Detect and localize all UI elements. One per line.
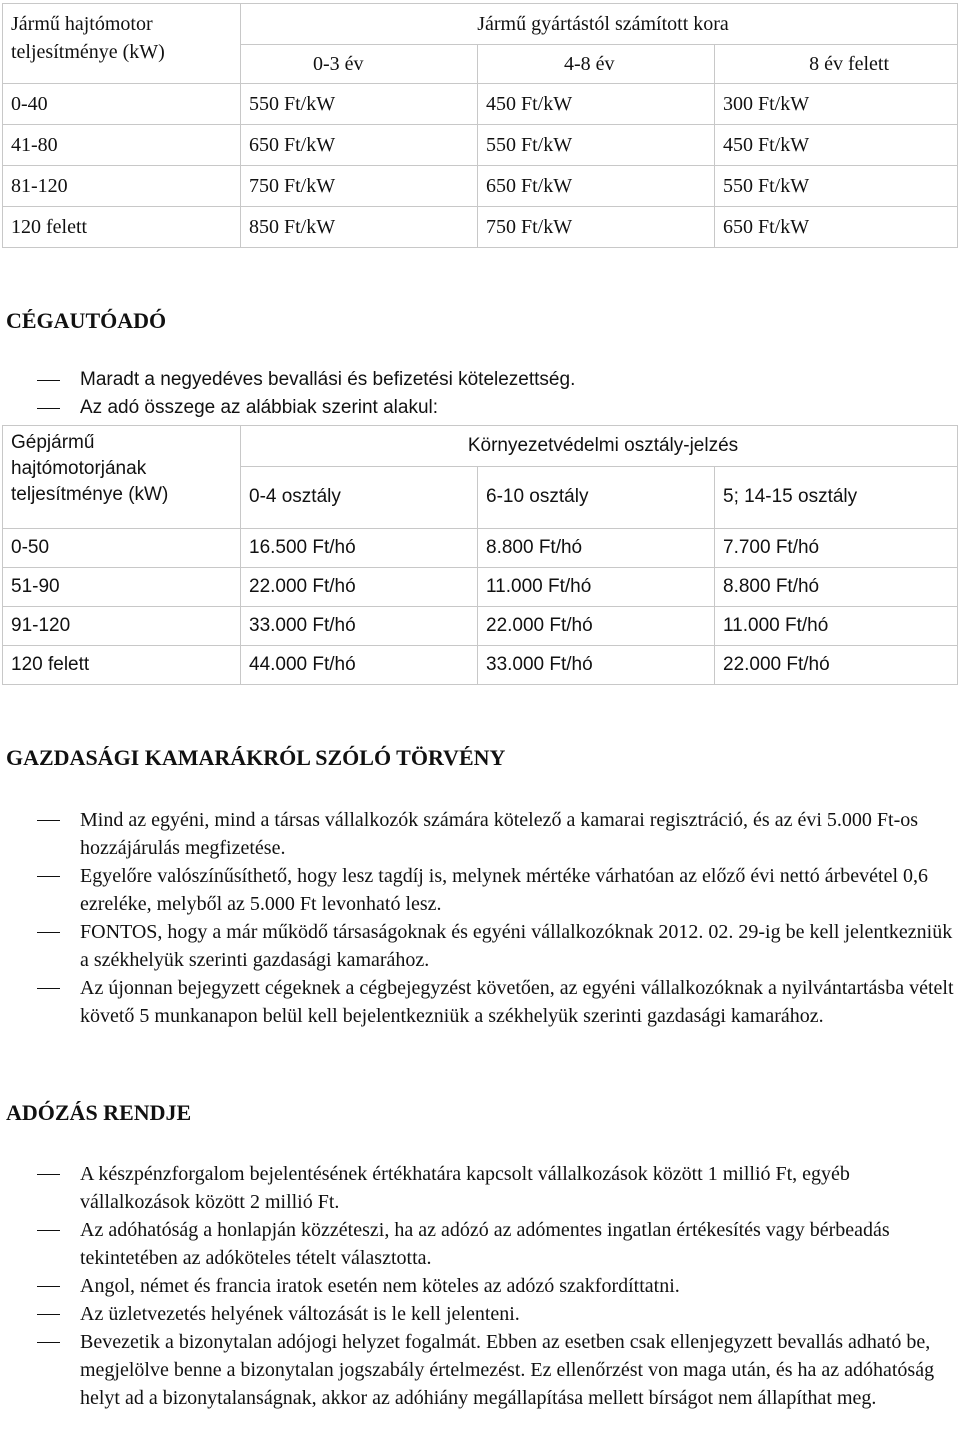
list-item-text: FONTOS, hogy a már működő társaságoknak és egyéni vállalkozóknak 2012. 02. 29-ig be kell jelentkezniük a székhelyük szerinti gazdasági kamarához. bbox=[80, 921, 953, 971]
list-item-text: Bevezetik a bizonytalan adójogi helyzet fogalmát. Ebben az esetben csak ellenjegyzett bevallás adható be, megjelölve benne a bizonytalan jogszabály értelmezést. Ez ellenőrzést von maga után, és ha az adóhatóság helyt ad a bizonytalanságnak, akkor az adóhiány megállapítása mellett bírságot nem állapíthat meg. bbox=[80, 1331, 935, 1409]
column-header: 4-8 év bbox=[478, 45, 715, 84]
table-cell: 22.000 Ft/hó bbox=[715, 646, 958, 685]
table-cell: 7.700 Ft/hó bbox=[715, 529, 958, 568]
table-cell: 22.000 Ft/hó bbox=[478, 607, 715, 646]
table-header-row bbox=[3, 4, 958, 45]
corner-label-line1: Jármű hajtómotor bbox=[11, 13, 153, 35]
row-label: 120 felett bbox=[3, 646, 241, 685]
table-row bbox=[3, 646, 958, 685]
column-header: 8 év felett bbox=[715, 45, 958, 84]
dash-bullet-icon bbox=[37, 380, 60, 381]
table-row bbox=[3, 125, 958, 166]
column-header: 6-10 osztály bbox=[478, 466, 715, 528]
table-cell: 8.800 Ft/hó bbox=[715, 568, 958, 607]
dash-bullet-icon bbox=[37, 1286, 60, 1287]
list-item-text: A készpénzforgalom bejelentésének értékhatára kapcsolt vállalkozások között 1 millió Ft, egyéb vállalkozások között 2 millió Ft. bbox=[80, 1163, 850, 1213]
corner-label-line2: teljesítménye (kW) bbox=[11, 41, 165, 63]
table-cell: 650 Ft/kW bbox=[715, 207, 958, 248]
table-cell: 16.500 Ft/hó bbox=[241, 529, 478, 568]
corner-label-line2: hajtómotorjának bbox=[11, 458, 147, 479]
column-header: 0-3 év bbox=[241, 45, 478, 84]
dash-bullet-icon bbox=[37, 820, 60, 821]
list-item bbox=[0, 1160, 960, 1216]
table-cell: 11.000 Ft/hó bbox=[715, 607, 958, 646]
list-item-text: Egyelőre valószínűsíthető, hogy lesz tagdíj is, melynek mértéke várhatóan az előző évi nettó árbevétel 0,6 ezreléke, melyből az 5.000 Ft levonható lesz. bbox=[80, 865, 929, 915]
corner-label-line3: teljesítménye (kW) bbox=[11, 484, 169, 505]
table-cell: 11.000 Ft/hó bbox=[478, 568, 715, 607]
row-label: 91-120 bbox=[3, 607, 241, 646]
table-row bbox=[3, 568, 958, 607]
column-header: 5; 14-15 osztály bbox=[715, 466, 958, 528]
list-item bbox=[0, 918, 960, 974]
list-item bbox=[0, 974, 960, 1030]
adozas-rendje-list bbox=[0, 1160, 960, 1412]
section-heading-kamara: GAZDASÁGI KAMARÁKRÓL SZÓLÓ TÖRVÉNY bbox=[6, 745, 506, 770]
section-heading-adozas-rendje: ADÓZÁS RENDJE bbox=[6, 1100, 192, 1125]
row-label: 0-40 bbox=[3, 84, 241, 125]
table-cell: 8.800 Ft/hó bbox=[478, 529, 715, 568]
table-row bbox=[3, 607, 958, 646]
table-cell: 650 Ft/kW bbox=[478, 166, 715, 207]
company-car-tax-table bbox=[2, 425, 958, 685]
row-label: 51-90 bbox=[3, 568, 241, 607]
table-cell: 550 Ft/kW bbox=[241, 84, 478, 125]
table-row bbox=[3, 529, 958, 568]
table-cell: 450 Ft/kW bbox=[715, 125, 958, 166]
table-cell: 750 Ft/kW bbox=[241, 166, 478, 207]
kamara-list bbox=[0, 806, 960, 1030]
environment-class-span-header: Környezetvédelmi osztály-jelzés bbox=[241, 426, 958, 467]
table-cell: 450 Ft/kW bbox=[478, 84, 715, 125]
age-span-header: Jármű gyártástól számított kora bbox=[241, 4, 958, 45]
row-label: 41-80 bbox=[3, 125, 241, 166]
table-corner-header bbox=[3, 426, 241, 529]
list-item bbox=[0, 1216, 960, 1272]
row-label: 120 felett bbox=[3, 207, 241, 248]
dash-bullet-icon bbox=[37, 876, 60, 877]
table-row bbox=[3, 166, 958, 207]
list-item bbox=[0, 862, 960, 918]
dash-bullet-icon bbox=[37, 988, 60, 989]
table-row bbox=[3, 84, 958, 125]
list-item-text: Az újonnan bejegyzett cégeknek a cégbejegyzést követően, az egyéni vállalkozóknak a nyilvántartásba vételt követő 5 munkanapon belül kell bejelentkezniük a székhelyük szerinti gazdasági kamarához. bbox=[80, 977, 954, 1027]
dash-bullet-icon bbox=[37, 1342, 60, 1343]
list-item bbox=[0, 806, 960, 862]
table-cell: 44.000 Ft/hó bbox=[241, 646, 478, 685]
dash-bullet-icon bbox=[37, 932, 60, 933]
list-item bbox=[0, 366, 960, 394]
dash-bullet-icon bbox=[37, 408, 60, 409]
table-cell: 22.000 Ft/hó bbox=[241, 568, 478, 607]
vehicle-power-tax-table bbox=[2, 3, 958, 248]
list-item bbox=[0, 1272, 960, 1300]
list-item-text: Mind az egyéni, mind a társas vállalkozók számára kötelező a kamarai regisztráció, és az évi 5.000 Ft-os hozzájárulás megfizetése. bbox=[80, 809, 919, 859]
list-item-text: Az adó összege az alábbiak szerint alakul: bbox=[80, 397, 439, 418]
list-item-text: Angol, német és francia iratok esetén nem köteles az adózó szakfordíttatni. bbox=[80, 1275, 680, 1297]
dash-bullet-icon bbox=[37, 1314, 60, 1315]
cegautoado-list bbox=[0, 366, 960, 422]
dash-bullet-icon bbox=[37, 1230, 60, 1231]
row-label: 0-50 bbox=[3, 529, 241, 568]
table-cell: 33.000 Ft/hó bbox=[478, 646, 715, 685]
list-item bbox=[0, 1328, 960, 1412]
corner-label-line1: Gépjármű bbox=[11, 432, 95, 453]
table-corner-header bbox=[3, 4, 241, 84]
list-item-text: Az adóhatóság a honlapján közzéteszi, ha az adózó az adómentes ingatlan értékesítés vagy bérbeadás tekintetében az adóköteles tételt választotta. bbox=[80, 1219, 890, 1269]
table-cell: 300 Ft/kW bbox=[715, 84, 958, 125]
table-cell: 550 Ft/kW bbox=[478, 125, 715, 166]
list-item bbox=[0, 394, 960, 422]
row-label: 81-120 bbox=[3, 166, 241, 207]
table-cell: 750 Ft/kW bbox=[478, 207, 715, 248]
column-header: 0-4 osztály bbox=[241, 466, 478, 528]
table-cell: 850 Ft/kW bbox=[241, 207, 478, 248]
table-header-row bbox=[3, 426, 958, 467]
dash-bullet-icon bbox=[37, 1174, 60, 1175]
list-item-text: Maradt a negyedéves bevallási és befizetési kötelezettség. bbox=[80, 369, 576, 390]
table-cell: 33.000 Ft/hó bbox=[241, 607, 478, 646]
section-heading-cegautoado: CÉGAUTÓADÓ bbox=[6, 308, 167, 333]
list-item-text: Az üzletvezetés helyének változását is le kell jelenteni. bbox=[80, 1303, 520, 1325]
table-row bbox=[3, 207, 958, 248]
table-cell: 550 Ft/kW bbox=[715, 166, 958, 207]
list-item bbox=[0, 1300, 960, 1328]
table-cell: 650 Ft/kW bbox=[241, 125, 478, 166]
